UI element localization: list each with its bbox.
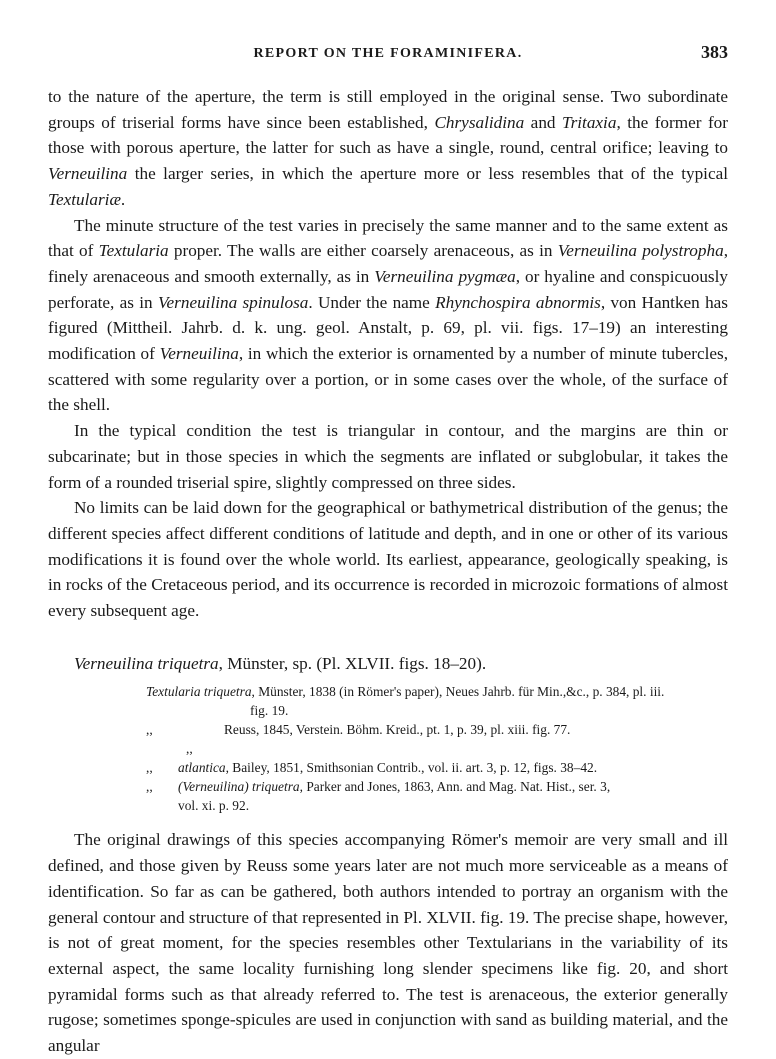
text-run: , or hyaline and conspicuously perforate, as in: [48, 266, 728, 312]
ditto-marks: [146, 720, 224, 758]
synonymy-continuation: vol. xi. p. 92.: [178, 798, 250, 814]
italic-term: Verneuilina spinulosa: [157, 292, 309, 312]
italic-term: Textularia: [98, 241, 169, 261]
synonymy-entry: [146, 682, 726, 701]
page-number: 383: [701, 42, 728, 62]
text-run: , von Hantken has figured (Mittheil. Jahrb. d. k. ung. geol. Anstalt, p. 69, pl. vii. figs. 17–19) an interesting modification of: [48, 292, 728, 364]
ditto-mark: ,,: [146, 779, 153, 795]
paragraph-3: In the typical condition the test is triangular in contour, and the margins are thin or subcarinate; but in those species in which the segments are inflated or subglobular, it takes the form of a rounded triserial spire, slightly compressed on three sides.: [48, 421, 728, 492]
species-name: Verneuilina triquetra: [74, 653, 219, 673]
ditto-marks: [146, 777, 178, 796]
text-run: to the nature of the aperture, the term is still employed in the original sense. Two subordinate groups of triserial forms have since been established,: [48, 87, 728, 132]
text-run: the larger series, in which the aperture more or less resembles that of the typical: [127, 164, 728, 184]
synonymy-entry: [146, 758, 726, 777]
synonym-name: Textularia triquetra: [146, 684, 252, 700]
text-run: , in which the exterior is ornamented by a number of minute tubercles, scattered with some regularity over a portion, or in some cases over the whole, of the surface of the shell.: [48, 344, 728, 415]
synonymy-list: [146, 682, 726, 815]
running-head: REPORT ON THE FORAMINIFERA.: [253, 46, 523, 61]
italic-term: Verneuilina polystropha: [557, 241, 724, 261]
synonym-name: (Verneuilina) triquetra: [178, 779, 300, 795]
text-run: .: [120, 189, 126, 209]
italic-term: Verneuilina: [48, 164, 128, 184]
ditto-marks: [146, 758, 178, 777]
synonym-citation: , Bailey, 1851, Smithsonian Contrib., vol. ii. art. 3, p. 12, figs. 38–42.: [225, 760, 598, 776]
italic-term: Rhynchospira abnormis: [435, 292, 601, 312]
ditto-mark: ,,: [186, 741, 193, 757]
italic-term: Verneuilina pygmæa: [374, 266, 516, 286]
text-run: , finely arenaceous and smooth externally, as in: [48, 241, 728, 286]
species-heading: [74, 651, 728, 677]
text-run: . Under the name: [308, 292, 436, 312]
synonymy-entry: [146, 777, 726, 796]
text-run: , the former for those with porous aperture, the latter for such as have a single, round, central orifice; leaving to: [48, 112, 728, 158]
ditto-mark: ,,: [146, 760, 153, 776]
italic-term: Chrysalidina: [434, 112, 525, 132]
page-header: [48, 38, 728, 66]
synonym-citation: , Parker and Jones, 1863, Ann. and Mag. Nat. Hist., ser. 3,: [299, 779, 611, 795]
paragraph-5: The original drawings of this species accompanying Römer's memoir are very small and ill defined, and those given by Reuss some years later are not much more serviceable as a means of identification. So far as can be gathered, both authors intended to portray an organism with the general contour and structure of that represented in Pl. XLVII. fig. 19. The precise shape, however, is not of great moment, for the species resembles other Textularians in the variability of its external aspect, the same locality furnishing long slender specimens like fig. 20, and short pyramidal forms such as that already referred to. The test is arenaceous, the exterior generally rugose; sometimes sponge-spicules are used in conjunction with sand as building material, and the angular: [48, 830, 728, 1056]
species-reference: , Münster, sp. (Pl. XLVII. figs. 18–20).: [218, 653, 487, 673]
text-run: proper. The walls are either coarsely arenaceous, as in: [168, 241, 558, 261]
italic-term: Verneuilina: [159, 344, 239, 364]
synonym-citation: Reuss, 1845, Verstein. Böhm. Kreid., pt. 1, p. 39, pl. xiii. fig. 77.: [224, 722, 571, 738]
italic-term: Tritaxia: [561, 112, 617, 132]
paragraph-4: No limits can be laid down for the geographical or bathymetrical distribution of the genus; the different species affect different conditions of latitude and depth, and in one or other of its various modifications it is found over the whole world. Its earliest, appearance, geologically speaking, is in rocks of the Cretaceous period, and its occurrence is recorded in microzoic formations of almost every subsequent age.: [48, 498, 728, 621]
paragraph-2: [48, 213, 728, 419]
synonym-name: atlantica: [178, 760, 226, 776]
body-text: [48, 84, 728, 1059]
ditto-mark: ,,: [146, 722, 153, 738]
synonymy-continuation: fig. 19.: [250, 703, 289, 719]
text-run: The minute structure of the test varies in precisely the same manner and to the same extent as that of: [48, 215, 728, 261]
synonymy-entry: [146, 720, 726, 758]
paragraph-1: [48, 84, 728, 213]
text-run: and: [524, 112, 562, 132]
italic-term: Textulariæ: [48, 189, 121, 209]
synonym-citation: , Münster, 1838 (in Römer's paper), Neues Jahrb. für Min.,&c., p. 384, pl. iii.: [251, 684, 665, 700]
